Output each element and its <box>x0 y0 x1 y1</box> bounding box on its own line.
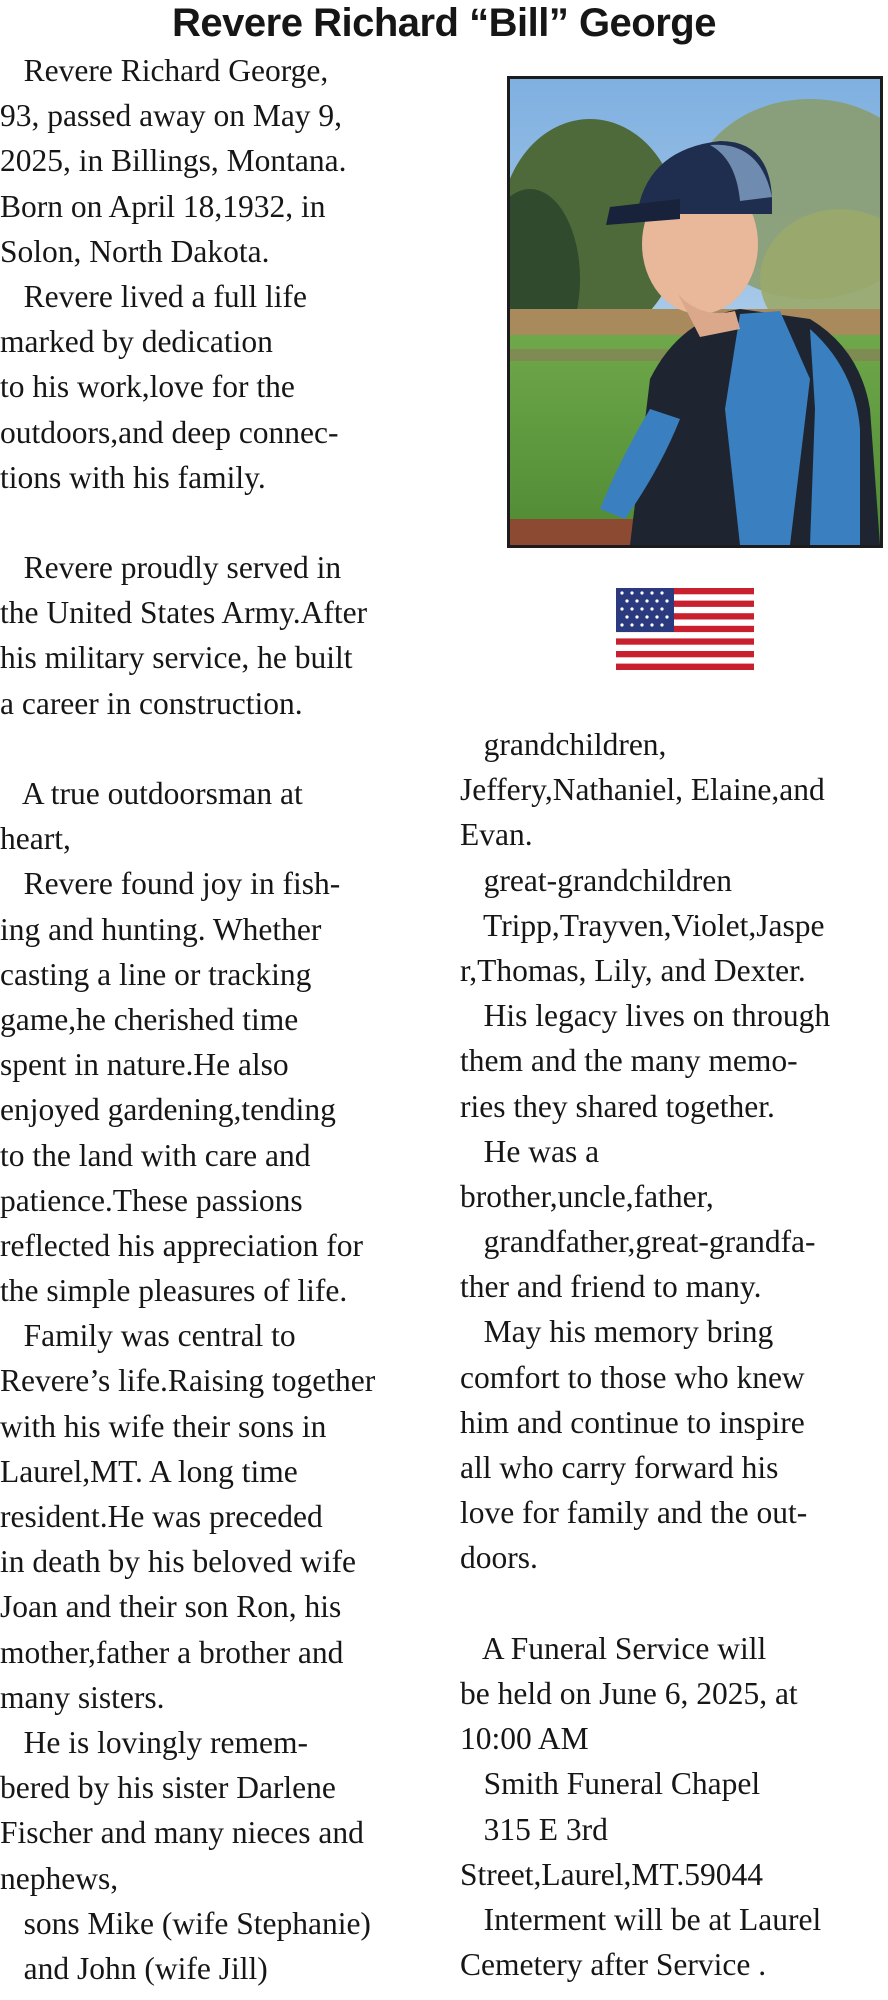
left-column-line: to his work,love for the <box>0 369 295 405</box>
portrait-photo <box>507 76 883 548</box>
portrait-illustration <box>510 79 880 545</box>
right-column-line: grandfather,great-grandfa- <box>460 1224 816 1260</box>
left-column-line: sons Mike (wife Stephanie) <box>0 1905 371 1941</box>
right-column-line: May his memory bring <box>460 1314 774 1350</box>
obituary-title: Revere Richard “Bill” George <box>172 1 716 45</box>
left-column-line: 2025, in Billings, Montana. <box>0 143 347 179</box>
left-column-line: Laurel,MT. A long time <box>0 1453 298 1489</box>
right-column-line: great-grandchildren <box>460 862 732 898</box>
left-column-line: Revere found joy in fish- <box>0 866 341 902</box>
left-column-line: Revere’s life.Raising together <box>0 1363 376 1399</box>
right-column-line: Cemetery after Service . <box>460 1947 767 1983</box>
obituary-column-left <box>0 48 440 1991</box>
american-flag-icon <box>616 588 754 670</box>
left-column-line: in death by his beloved wife <box>0 1544 357 1580</box>
right-column-line: Evan. <box>460 817 533 853</box>
left-column-line: with his wife their sons in <box>0 1408 327 1444</box>
right-column-line: Smith Funeral Chapel <box>460 1766 761 1802</box>
right-column-line: 10:00 AM <box>460 1721 589 1757</box>
right-column-line: all who carry forward his <box>460 1450 779 1485</box>
left-column-line: marked by dedication <box>0 324 273 360</box>
right-column-line: love for family and the out- <box>460 1495 808 1531</box>
left-column-line: resident.He was preceded <box>0 1499 323 1534</box>
left-column-line: many sisters. <box>0 1679 165 1715</box>
right-column-line: doors. <box>460 1540 538 1576</box>
left-column-line: bered by his sister Darlene <box>0 1770 336 1806</box>
right-column-line: 315 E 3rd <box>460 1811 608 1847</box>
right-column-line: them and the many memo- <box>460 1043 798 1079</box>
right-column-line: be held on June 6, 2025, at <box>460 1675 798 1711</box>
left-column-line: spent in nature.He also <box>0 1047 289 1083</box>
left-column-line <box>0 500 440 545</box>
left-column-line: Revere proudly served in <box>0 550 342 586</box>
right-column-line: Tripp,Trayven,Violet,Jaspe <box>460 907 825 943</box>
right-column-line: r,Thomas, Lily, and Dexter. <box>460 952 806 988</box>
right-column-line: His legacy lives on through <box>460 998 831 1034</box>
left-column-line: casting a line or tracking <box>0 956 312 992</box>
left-column-line: game,he cherished time <box>0 1001 299 1037</box>
left-column-line: Revere Richard George, <box>0 53 329 88</box>
right-column-line: brother,uncle,father, <box>460 1178 714 1214</box>
right-column-line: him and continue to inspire <box>460 1404 805 1440</box>
left-column-line: A true outdoorsman at <box>0 776 303 811</box>
left-column-line: the simple pleasures of life. <box>0 1273 348 1309</box>
obituary-column-right <box>460 722 888 1987</box>
right-column-line: Interment will be at Laurel <box>460 1901 822 1937</box>
left-column-line: reflected his appreciation for <box>0 1227 363 1263</box>
right-column-line <box>460 1581 888 1626</box>
left-column-line: Family was central to <box>0 1318 296 1354</box>
left-column-line: heart, <box>0 821 71 857</box>
left-column-line: mother,father a brother and <box>0 1634 344 1670</box>
left-column-line: tions with his family. <box>0 459 266 495</box>
right-column-line: ries they shared together. <box>460 1088 775 1124</box>
right-column-line: comfort to those who knew <box>460 1359 805 1395</box>
left-column-line: Revere lived a full life <box>0 278 308 314</box>
right-column-line: A Funeral Service will <box>460 1630 767 1666</box>
right-column-line: ther and friend to many. <box>460 1269 762 1305</box>
right-column-line: He was a <box>460 1133 600 1169</box>
left-column-line: Solon, North Dakota. <box>0 233 270 269</box>
left-column-line: He is lovingly remem- <box>0 1724 308 1760</box>
left-column-line: ing and hunting. Whether <box>0 911 322 947</box>
right-column-line: grandchildren, <box>460 727 667 762</box>
left-column-line: the United States Army.After <box>0 595 368 631</box>
right-column-line: Jeffery,Nathaniel, Elaine,and <box>460 772 825 808</box>
left-column-line: outdoors,and deep connec- <box>0 414 339 450</box>
left-column-line: his military service, he built <box>0 640 353 676</box>
left-column-line: to the land with care and <box>0 1137 311 1173</box>
left-column-line: patience.These passions <box>0 1182 303 1218</box>
left-column-line <box>0 726 440 771</box>
left-column-line: a career in construction. <box>0 685 303 721</box>
left-column-line: and John (wife Jill) <box>0 1950 268 1986</box>
left-column-line: nephews, <box>0 1860 119 1896</box>
left-column-line: 93, passed away on May 9, <box>0 98 343 134</box>
left-column-line: Born on April 18,1932, in <box>0 188 326 224</box>
right-column-line: Street,Laurel,MT.59044 <box>460 1856 763 1892</box>
left-column-line: enjoyed gardening,tending <box>0 1092 336 1128</box>
left-column-line: Joan and their son Ron, his <box>0 1589 342 1625</box>
left-column-line: Fischer and many nieces and <box>0 1815 364 1851</box>
